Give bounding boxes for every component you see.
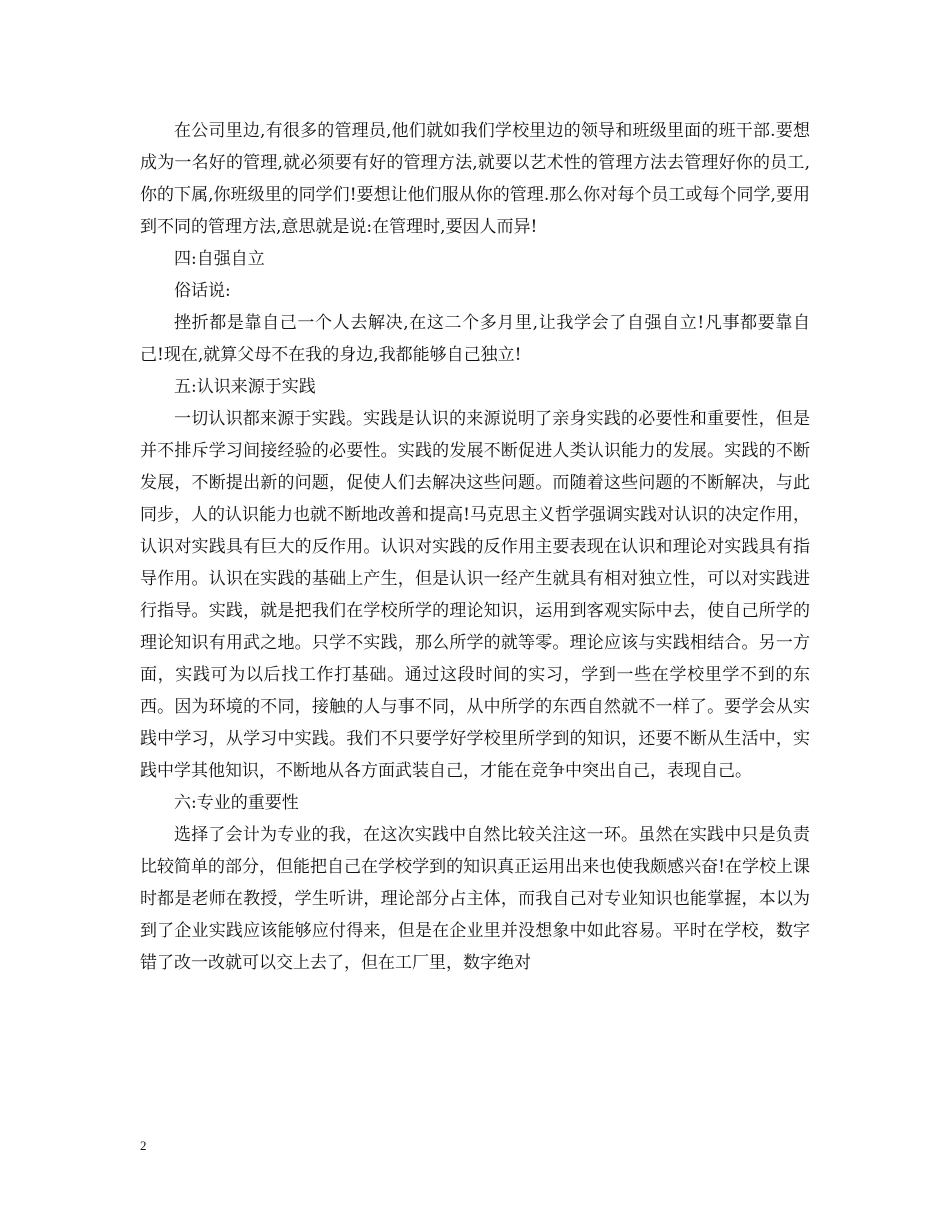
paragraph-self-reliance: 挫折都是靠自己一个人去解决,在这二个多月里,让我学会了自强自立!凡事都要靠自己!现在,就算父母不在我的身边,我都能够自己独立!: [140, 313, 810, 365]
section-heading-5: 五:认识来源于实践: [174, 377, 316, 397]
paragraph-practice: 一切认识都来源于实践。实践是认识的来源说明了亲身实践的必要性和重要性，但是并不排斥学习间接经验的必要性。实践的发展不断促进人类认识能力的发展。实践的不断发展，不断提出新的问题，促使人们去解决这些问题。而随着这些问题的不断解决，与此同步，人的认识能力也就不断地改善和提高!马克思主义哲学强调实践对认识的决定作用，认识对实践具有巨大的反作用。认识对实践的反作用主要表现在认识和理论对实践具有指导作用。认识在实践的基础上产生，但是认识一经产生就具有相对独立性，可以对实践进行指导。实践，就是把我们在学校所学的理论知识，运用到客观实际中去，使自己所学的理论知识有用武之地。只学不实践，那么所学的就等零。理论应该与实践相结合。另一方面，实践可为以后找工作打基础。通过这段时间的实习，学到一些在学校里学不到的东西。因为环境的不同，接触的人与事不同，从中所学的东西自然就不一样了。要学会从实践中学习，从学习中实践。我们不只要学好学校里所学到的知识，还要不断从生活中，实践中学其他知识，不断地从各方面武装自己，才能在竞争中突出自己，表现自己。: [140, 409, 810, 781]
page-number: 2: [140, 1138, 147, 1153]
body-text: [140, 115, 810, 979]
paragraph-management: 在公司里边,有很多的管理员,他们就如我们学校里边的领导和班级里面的班干部.要想成为一名好的管理,就必须要有好的管理方法,就要以艺术性的管理方法去管理好你的员工,你的下属,你班级里的同学们!要想让他们服从你的管理.那么你对每个员工或每个同学,要用到不同的管理方法,意思就是说:在管理时,要因人而异!: [140, 121, 810, 237]
proverb-intro: 俗话说:: [174, 281, 231, 301]
section-heading-6: 六:专业的重要性: [174, 793, 299, 813]
paragraph-major-importance: 选择了会计为专业的我，在这次实践中自然比较关注这一环。虽然在实践中只是负责比较简单的部分，但能把自己在学校学到的知识真正运用出来也使我颇感兴奋!在学校上课时都是老师在教授，学生听讲，理论部分占主体，而我自己对专业知识也能掌握，本以为到了企业实践应该能够应付得来，但是在企业里并没想象中如此容易。平时在学校，数字错了改一改就可以交上去了，但在工厂里，数字绝对: [140, 825, 810, 973]
section-heading-4: 四:自强自立: [174, 249, 265, 269]
